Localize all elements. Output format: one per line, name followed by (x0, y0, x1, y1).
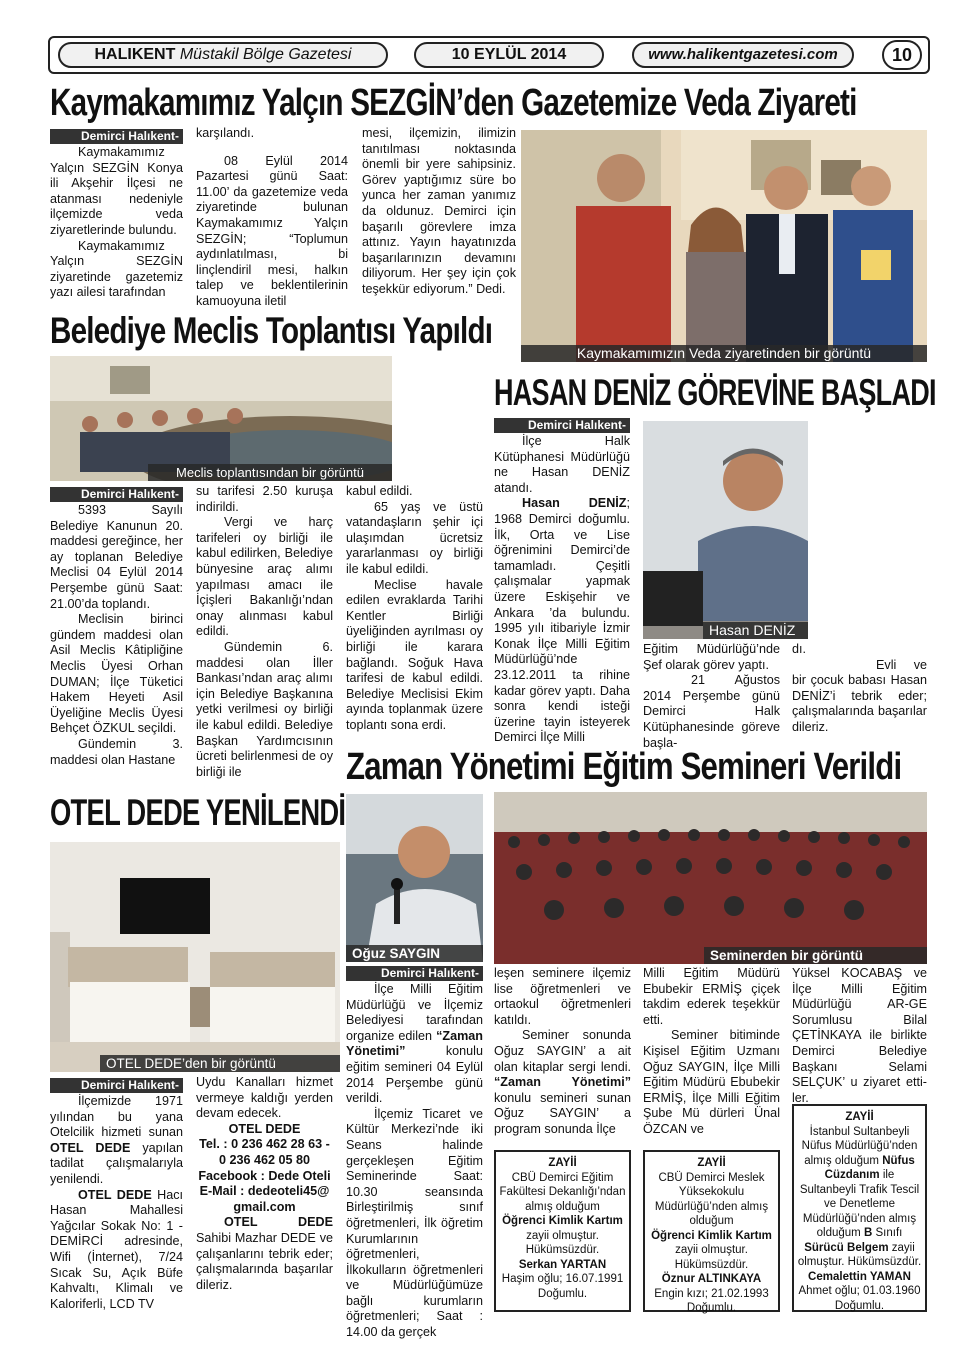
article5-col3 (643, 966, 780, 1138)
article3-text-5: dı. (792, 642, 807, 656)
hasan-deniz-photo-caption: Hasan DENİZ (703, 622, 808, 639)
seminar-photo (494, 792, 927, 964)
article2-text-9: Meclise havale edilen evraklarda Tarihi Kentler Birliği üyeliğinden ayrılması oy birliği ile karara bağlandı. Soğuk Hava tarifesi de kabul edildi. Belediye Meclisisi Ekim ayında toplanmak üzere toplantı sona erdi. (346, 577, 483, 732)
lost-notice-3-name: Cemalettin YAMAN (808, 1270, 911, 1283)
article5-seminar-name-1: “Zaman Yönetimi” (346, 1028, 483, 1059)
article2-text-5: Vergi ve harç tarifeleri oy birliği ile kabul edilirken, Belediye bünyesine araç alımı yapılması amacı ile İçişleri Bakanlığı’ndan onay alınması kabul edildi. (196, 515, 333, 639)
article5-col4 (792, 966, 927, 1106)
otel-room-illustration (50, 842, 340, 1072)
article2-title: Belediye Meclis Toplantısı Yapıldı (50, 310, 493, 351)
article4-byline: Demirci Halıkent- (50, 1078, 183, 1093)
otel-contact-title: OTEL DEDE (228, 1121, 301, 1136)
lost-notice-3-text-2: ile Sultanbeyli Trafik Tescil ve Denetleme Müdürlüğü’nden almış olduğum (799, 1169, 920, 1239)
paper-name: HALIKENT (94, 46, 176, 63)
article2-text-8: 65 yaş ve üstü vatandaşların şehir içi ulaşımdan ücretsiz yararlanması oy birliği ile kabul edildi. (346, 499, 483, 576)
article5-text-7: Milli Eğitim Müdürü Ebubekir ERMİŞ çiçek takdim ederek teşekkür etti. (643, 966, 780, 1027)
lost-notice-3-birth: Ahmet oğlu; 01.03.1960 Doğumlu. (798, 1285, 921, 1312)
lost-notice-1-status: zayii olmuştur. Hükümsüzdür. (525, 1229, 600, 1256)
page-number: 10 (882, 40, 922, 70)
article4-otel-bold-3: OTEL DEDE (224, 1215, 333, 1230)
article5-text-4: leşen seminere ilçemiz lise öğretmenleri ve ortaokul öğretmenleri katıldı. (494, 966, 631, 1027)
newspaper-header (48, 36, 930, 74)
article4-text-2: yapılan tadilat çalışmalarıyla yenilendi. (50, 1140, 183, 1186)
article1-text-5: mesi, ilçemizin, ilimizin tanıtılması noktasında önemli bir yere sahipsiniz. Görev yaptığımız süre bo yunca her zaman yanımız da oldunuz. Demirci için başarılı görevlere imza attınız. Yayın hayatınızda başarılarınızın devamını diliyorum. Her şey için çok teşekkür ediyorum.” Dedi. (362, 126, 516, 296)
lost-notice-2-status: zayii olmuştur. Hükümsüzdür. (674, 1244, 749, 1271)
paper-subtitle: Müstakil Bölge Gazetesi (179, 46, 352, 63)
article5-text-1: İlçe Milli Eğitim Müdürlüğü ve İlçemiz Belediyesi tarafından organize edilen (346, 982, 483, 1043)
article5-text-2: konulu eğitim semineri 04 Eylül 2014 Perşembe günü verildi. (346, 1044, 483, 1106)
article4-otel-bold-1: OTEL DEDE (50, 1140, 131, 1155)
article5-col2 (494, 966, 631, 1138)
article3-text-4: 21 Ağustos 2014 Perşembe günü Demirci Halk Kütüphanesinde göreve başla- (643, 673, 780, 750)
otel-contact-social: Facebook : Dede Oteli E-Mail : dedeoteli45@ gmail.com (198, 1168, 331, 1214)
article1-byline: Demirci Halıkent- (50, 129, 183, 144)
article4-title: OTEL DEDE YENİLENDİ (50, 792, 346, 833)
article3-text-3: Eğitim Müdürlüğü’nde Şef olarak görev yaptı. (643, 642, 780, 672)
article4-col2 (196, 1075, 333, 1293)
article4-col1 (50, 1078, 183, 1312)
article5-col1 (346, 966, 483, 1341)
council-photo-caption: Meclis toplantısından bir görüntü (148, 464, 392, 481)
article2-text-1: 5393 Sayılı Belediye Kanunun 20. maddesi gereğince, her ay toplanan Belediye Meclisi 04 Eylül 2014 Perşembe günü Saat: 21.00’da toplandı. (50, 503, 183, 611)
lost-notice-1-birth: Haşim oğlu; 16.07.1991 Doğumlu. (501, 1273, 624, 1300)
lost-notice-3-text: İstanbul Sultanbeyli Nüfus Müdürlüğü’nden almış olduğum (801, 1125, 918, 1167)
article4-text-1: İlçemizde 1971 yılından bu yana Otelcilik hizmeti sunan (50, 1094, 183, 1140)
article3-text-1: İlçe Halk Kütüphanesi Müdürlüğü ne Hasan DENİZ atandı. (494, 434, 630, 495)
kaymakam-photo-illustration (521, 130, 927, 362)
article1-text-1: Kaymakamımız Yalçın SEZGİN Konya ili Akşehir İlçesi ne atanması nedeniyle ilçemizde veda ziyaretlerinde bulundu. (50, 145, 183, 237)
otel-dede-photo (50, 842, 340, 1072)
seminar-photo-caption: Seminerden bir görüntü (704, 947, 927, 964)
hasan-deniz-photo-illustration (643, 421, 808, 639)
article3-col2 (643, 642, 780, 751)
paper-name-pill (58, 42, 388, 68)
lost-notice-1-text: CBÜ Demirci Eğitim Fakültesi Dekanlığı’ndan almış olduğum (499, 1171, 626, 1213)
article3-name: Hasan DENİZ (522, 496, 627, 511)
hasan-deniz-photo (643, 421, 808, 639)
article4-text-5: Sahibi Mazhar DEDE ve çalışanlarını tebrik eder; çalışmalarında başarılar dileriz. (196, 1230, 333, 1292)
article5-seminar-name-2: “Zaman Yönetimi” (494, 1075, 631, 1090)
article4-text-3: Hacı Hasan Mahallesi Yağcılar Sokak No: 1 - DEMİRCİ adresinde, Wifi (İnternet), 7/24 Sıcak Su, Açık Büfe Kahvaltı, Klimalı ve Kaloriferli, LCD TV (50, 1187, 183, 1311)
otel-photo-caption: OTEL DEDE’den bir görüntü (100, 1055, 340, 1072)
lost-notice-3-status: zayii olmuştur. Hükümsüzdür. (797, 1241, 922, 1268)
article5-text-5: Seminer sonunda Oğuz SAYGIN’ a ait olan kitaplar sergi lendi. (494, 1028, 631, 1074)
lost-notice-2 (643, 1150, 780, 1312)
article2-col1 (50, 487, 183, 768)
article5-text-3: İlçemiz Ticaret ve Kültür Merkezi’nde iki Seans halinde gerçekleşen Eğitim Seminerinde Saat: 10.30 seansında Birleştirilmiş sınıf öğretmenleri, İlk öğretim Kurumlarının öğretmenleri, İlkokulların öğretmenleri ve Müdürlüğümüze bağlı kurumların öğretmenleri; Saat : 14.00 da gerçek (346, 1106, 483, 1340)
article2-text-6: Gündemin 6. maddesi olan İller Bankası’ndan araç alımı için Belediye Başkanına yetki verilmesi oy birliği ile kabul edildi. Belediye Başkan Yardımcısının ücreti belirlenmesi de oy birliği ile (196, 639, 333, 779)
lost-notice-1-item: Öğrenci Kimlik Kartım (502, 1215, 623, 1227)
article1-text-4: 08 Eylül 2014 Pazartesi günü Saat: 11.00’ da gazetemize veda ziyaretinde bulunan Kaymakamımız Yalçın SEZGİN; “Toplumun aydınlatılması, bi linçlendiril mesi, halkın talep ve beklentilerinin kamuoyuna iletil (196, 153, 348, 308)
article3-col3 (792, 642, 927, 736)
article1-title: Kaymakamımız Yalçın SEZGİN’den Gazetemize Veda Ziyareti (50, 82, 857, 124)
article1-text-3: karşılandı. (196, 126, 255, 140)
article5-title: Zaman Yönetimi Eğitim Semineri Verildi (346, 746, 902, 788)
article2-col2 (196, 484, 333, 780)
issue-date: 10 EYLÜL 2014 (414, 42, 604, 68)
article5-text-8: Seminer bitiminde Kişisel Eğitim Uzmanı Oğuz SAYGIN, İlçe Milli Eğitim Müdürü Ebubekir ERMİŞ, İlçe Milli Eğitim Şube Mü dürleri Ünal ÖZCAN ve (643, 1028, 780, 1136)
lost-notice-3-item-2: Sürücü Belgem (804, 1241, 889, 1254)
article3-col1 (494, 418, 630, 746)
kaymakam-visit-photo (521, 130, 927, 362)
lost-notice-3-title: ZAYİİ (845, 1111, 874, 1123)
council-photo-illustration (50, 356, 392, 481)
article2-col3 (346, 484, 483, 734)
article1-col3 (362, 126, 516, 298)
lost-notice-2-name: Öznur ALTINKAYA (661, 1273, 762, 1285)
article4-text-4: Uydu Kanalları hizmet vermeye kaldığı yerden devam edecek. (196, 1075, 333, 1121)
oguz-saygin-caption: Oğuz SAYGIN (346, 945, 483, 962)
lost-notice-3-class: B (863, 1227, 873, 1239)
article2-text-4: su tarifesi 2.50 kuruşa indirildi. (196, 484, 333, 514)
article4-otel-bold-2: OTEL DEDE (78, 1187, 152, 1202)
article2-text-7: kabul edildi. (346, 484, 413, 498)
article2-byline: Demirci Halıkent- (50, 487, 183, 502)
lost-notice-3-item-1: Nüfus Cüzdanım (824, 1154, 915, 1181)
lost-notice-3-text-3: Sınıfı (875, 1227, 903, 1239)
article3-title: HASAN DENİZ GÖREVİNE BAŞLADI (494, 372, 936, 413)
lost-notice-2-item: Öğrenci Kimlik Kartım (651, 1229, 772, 1242)
lost-notice-2-text: CBÜ Demirci Meslek Yüksekokulu Müdürlüğü’nden almış olduğum (654, 1171, 769, 1227)
article5-text-6: konulu semineri sunan Oğuz SAYGIN’ a program sonunda İlçe (494, 1090, 631, 1136)
website-link[interactable]: www.halikentgazetesi.com (632, 42, 854, 68)
lost-notice-2-title: ZAYİİ (697, 1157, 726, 1169)
article2-text-3: Gündemin 3. maddesi olan Hastane (50, 736, 183, 767)
article1-col1 (50, 129, 183, 301)
kaymakam-photo-caption: Kaymakamımızın Veda ziyaretinden bir görüntü (521, 345, 927, 362)
article3-text-6: Evli ve bir çocuk babası Hasan DENİZ’i tebrik eder; çalışmalarında başarılar dileriz. (792, 657, 927, 734)
seminar-audience-illustration (494, 792, 927, 964)
otel-contact-phone: Tel. : 0 236 462 28 63 - 0 236 462 05 80 (199, 1137, 330, 1167)
lost-notice-1-name: Serkan YARTAN (518, 1258, 607, 1271)
lost-notice-1 (494, 1150, 631, 1312)
oguz-saygin-photo (346, 794, 483, 962)
article1-text-2: Kaymakamımız Yalçın SEZGİN ziyaretinde gazetemiz yazı ailesi tarafından (50, 238, 183, 300)
speaker-illustration (346, 794, 483, 962)
article2-text-2: Meclisin birinci gündem maddesi olan Asil Meclis Kâtipliğine Meclis Üyesi Orhan DUMAN; İlçe Tüketici Hakem Heyeti Asil Üyeliğine Meclis Üyesi Behçet ÖZKUL seçildi. (50, 612, 183, 736)
article3-byline: Demirci Halıkent- (494, 418, 630, 433)
council-meeting-photo (50, 356, 392, 481)
lost-notice-2-birth: Engin kızı; 21.02.1993 Doğumlu. (654, 1287, 769, 1314)
article5-text-9: Yüksel KOCABAŞ ve İlçe Milli Eğitim Müdürlüğü AR-GE Sorumlusu Bilal ÇETİNKAYA ile birlikte Demirci Belediye Başkanı Selami SELÇUK’ u ziyaret etti-ler. (792, 966, 927, 1105)
article5-byline: Demirci Halıkent- (346, 966, 483, 981)
lost-notice-3 (792, 1104, 927, 1312)
article3-text-2: ; 1968 Demirci doğumlu. İlk, Orta ve Lise öğrenimini Demirci’de tamamladı. Çeşitli çalışmalar yapmak üzere Eskişehir ve Ankara ’da bulundu. 1995 yılı itibariyle İzmir Konak İlçe Milli Eğitim Müdürlüğü’nde 23.12.2011 ta rihine kadar görev yaptı. Daha sonra kendi isteği üzerine tayin isteyerek Demirci İlçe Milli (494, 496, 630, 745)
lost-notice-1-title: ZAYİİ (548, 1157, 577, 1169)
article1-col2 (196, 126, 348, 310)
